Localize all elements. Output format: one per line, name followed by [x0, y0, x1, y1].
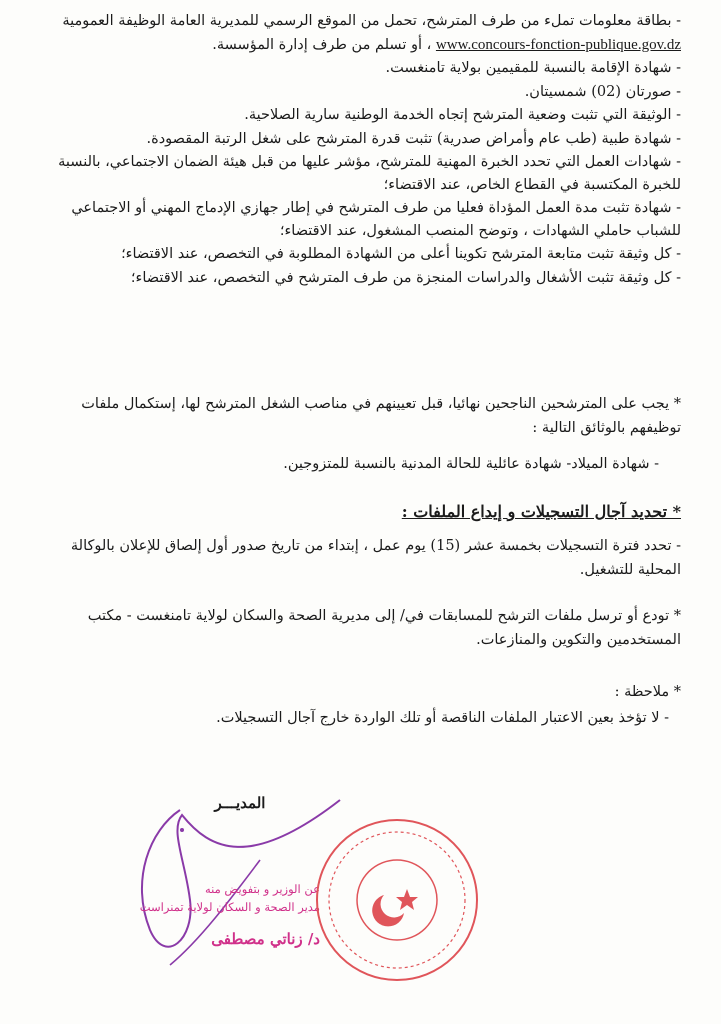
note-body: - لا تؤخذ بعين الاعتبار الملفات الناقصة أو تلك الواردة خارج آجال التسجيلات. [216, 710, 669, 726]
doc-item-photos: - صورتان (02) شمسيتان. [524, 83, 681, 100]
note-title: * ملاحظة : [614, 684, 681, 700]
doc-item-info-card: - بطاقة معلومات تملء من طرف المترشح، تحمل من الموقع الرسمي للمديرية العامة الوظيفة العمومية [62, 13, 681, 29]
stamp-line-1: عن الوزير و بتفويض منه [204, 882, 320, 896]
required-documents-list [24, 10, 681, 290]
section-heading: * تحديد آجال التسجيلات و إيداع الملفات : [401, 502, 681, 521]
stamp-name: د/ زناتي مصطفى [211, 930, 320, 948]
registration-period: - تحدد فترة التسجيلات بخمسة عشر (15) يوم عمل ، إبتداء من تاريخ صدور أول إلصاق للإعلان بالوكالة المحلية للتشغيل. [70, 538, 681, 578]
doc-item-higher-training: - كل وثيقة تثبت متابعة المترشح تكوينا أعلى من الشهادة المطلوبة في التخصص، عند الاقتضاء؛ [121, 246, 681, 262]
doc-item-work-certificates: - شهادات العمل التي تحدد الخبرة المهنية للمترشح، مؤشر عليها من قبل هيئة الضمان الاجتماعي، بالنسبة للخبرة المكتسبة في القطاع الخاص، عند الاقتضاء؛ [58, 154, 681, 193]
url-line-suffix: ، أو تسلم من طرف إدارة المؤسسة. [212, 36, 432, 53]
name-stamp [110, 880, 320, 948]
director-title: المديـــر [214, 794, 266, 812]
submission-paragraph: * تودع أو ترسل ملفات الترشح للمسابقات في/ إلى مديرية الصحة والسكان لولاية تامنغست - مكتب المستخدمين والتكوين والمنازعات. [87, 608, 681, 648]
doc-item-medical: - شهادة طبية (طب عام وأمراض صدرية) تثبت قدرة المترشح على شغل الرتبة المقصودة. [146, 130, 681, 147]
doc-item-works-studies: - كل وثيقة تثبت الأشغال والدراسات المنجزة من طرف المترشح في التخصص، عند الاقتضاء؛ [130, 269, 681, 286]
final-candidates-item: - شهادة الميلاد- شهادة عائلية للحالة المدنية بالنسبة للمتزوجين. [283, 456, 659, 472]
doc-item-national-service: - الوثيقة التي تثبت وضعية المترشح إتجاه الخدمة الوطنية سارية الصلاحية. [244, 107, 681, 123]
final-candidates-intro: * يجب على المترشحين الناجحين نهائيا، قبل تعيينهم في مناصب الشغل المترشح لها، إستكمال ملفات توظيفهم بالوثائق التالية : [81, 396, 681, 436]
doc-item-url-line [24, 34, 681, 57]
official-seal-icon [312, 815, 482, 985]
doc-item-residence: - شهادة الإقامة بالنسبة للمقيمين بولاية تامنغست. [385, 60, 681, 76]
doc-item-integration-certificate: - شهادة تثبت مدة العمل المؤداة فعليا من طرف المترشح في إطار جهازي الإدماج المهني أو الاجتماعي للشباب حاملي الشهادات ، وتوضح المنصب المشغول، عند الاقتضاء؛ [71, 200, 681, 239]
official-website-link[interactable]: www.concours-fonction-publique.gov.dz [435, 36, 681, 53]
stamp-line-2: مدير الصحة و السكان لولاية تمنراست [139, 900, 320, 914]
